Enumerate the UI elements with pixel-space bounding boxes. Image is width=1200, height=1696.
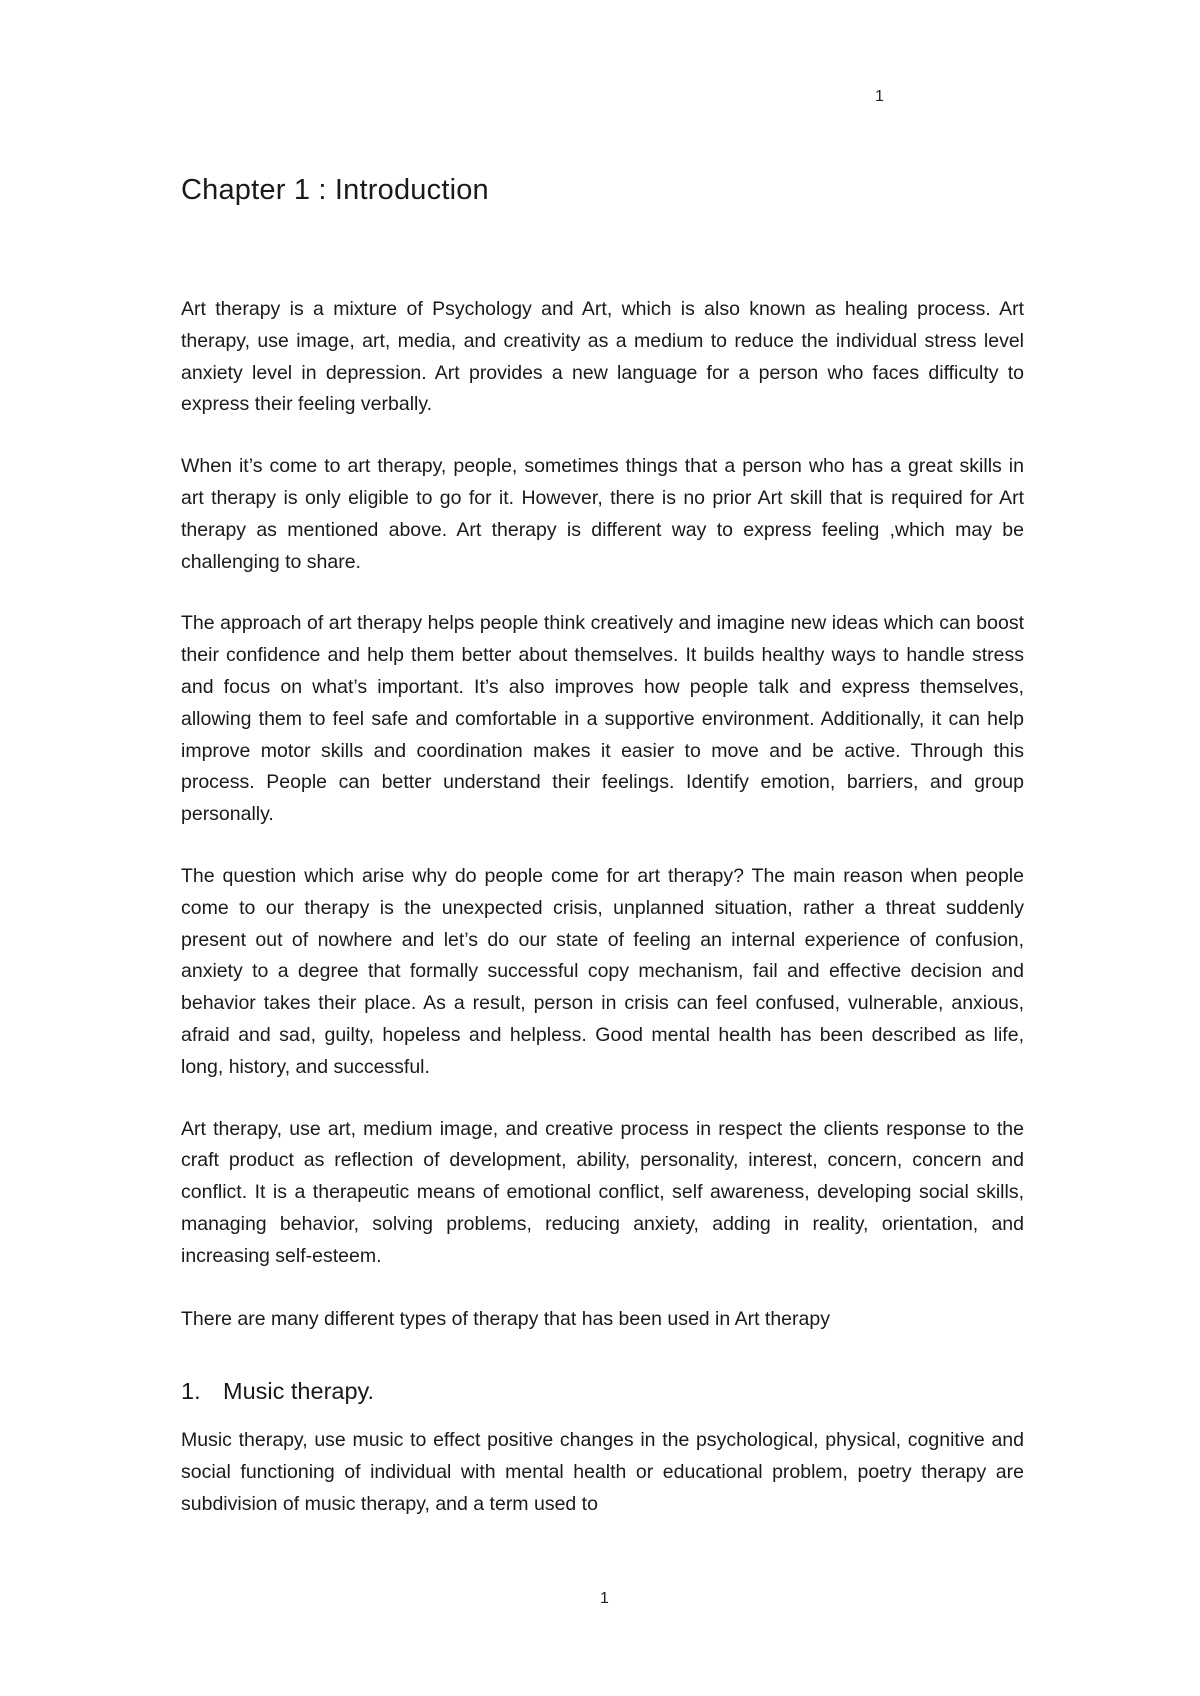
paragraph-music-therapy: Music therapy, use music to effect positive changes in the psychological, physical, cognitive and social functioning of individual with mental health or educational problem, poetry therapy are subdivision of music therapy, and a term used to	[181, 1429, 1024, 1515]
section-number: 1.	[181, 1378, 201, 1405]
paragraph-process: Art therapy, use art, medium image, and creative process in respect the clients response to the craft product as reflection of development, ability, personality, interest, concern, concern and conflict. It is a therapeutic means of emotional conflict, self awareness, developing social skills, managing behavior, solving problems, reducing anxiety, adding in reality, orientation, and increasing self-esteem.	[181, 1117, 1024, 1267]
page-number-header: 1	[875, 88, 884, 105]
section-heading-music-therapy	[181, 1371, 1024, 1411]
paragraph-question: The question which arise why do people come for art therapy? The main reason when people come to our therapy is the unexpected crisis, unplanned situation, rather a threat suddenly present out of nowhere and let’s do our state of feeling an internal experience of confusion, anxiety to a degree that formally successful copy mechanism, fail and effective decision and behavior takes their place. As a result, person in crisis can feel confused, vulnerable, anxious, afraid and sad, guilty, hopeless and helpless. Good mental health has been described as life, long, history, and successful.	[181, 864, 1024, 1078]
page-content	[181, 168, 1024, 1521]
paragraph-types-intro: There are many different types of therapy that has been used in Art therapy	[181, 1307, 830, 1330]
page-number-footer: 1	[600, 1590, 609, 1607]
paragraph-art-skills: When it’s come to art therapy, people, sometimes things that a person who has a great skills in art therapy is only eligible to go for it. However, there is no prior Art skill that is required for Art therapy as mentioned above. Art therapy is different way to express feeling ,which may be challenging to share.	[181, 455, 1024, 573]
section-title: Music therapy.	[223, 1378, 375, 1405]
paragraph-intro: Art therapy is a mixture of Psychology and Art, which is also known as healing process. Art therapy, use image, art, media, and creativity as a medium to reduce the individual stress level anxiety level in depression. Art provides a new language for a person who faces difficulty to express their feeling verbally.	[181, 298, 1024, 416]
chapter-title: Chapter 1 : Introduction	[181, 174, 489, 206]
paragraph-approach: The approach of art therapy helps people think creatively and imagine new ideas which can boost their confidence and help them better about themselves. It builds healthy ways to handle stress and focus on what’s important. It’s also improves how people talk and express themselves, allowing them to feel safe and comfortable in a supportive environment. Additionally, it can help improve motor skills and coordination makes it easier to move and be active. Through this process. People can better understand their feelings. Identify emotion, barriers, and group personally.	[181, 612, 1024, 826]
